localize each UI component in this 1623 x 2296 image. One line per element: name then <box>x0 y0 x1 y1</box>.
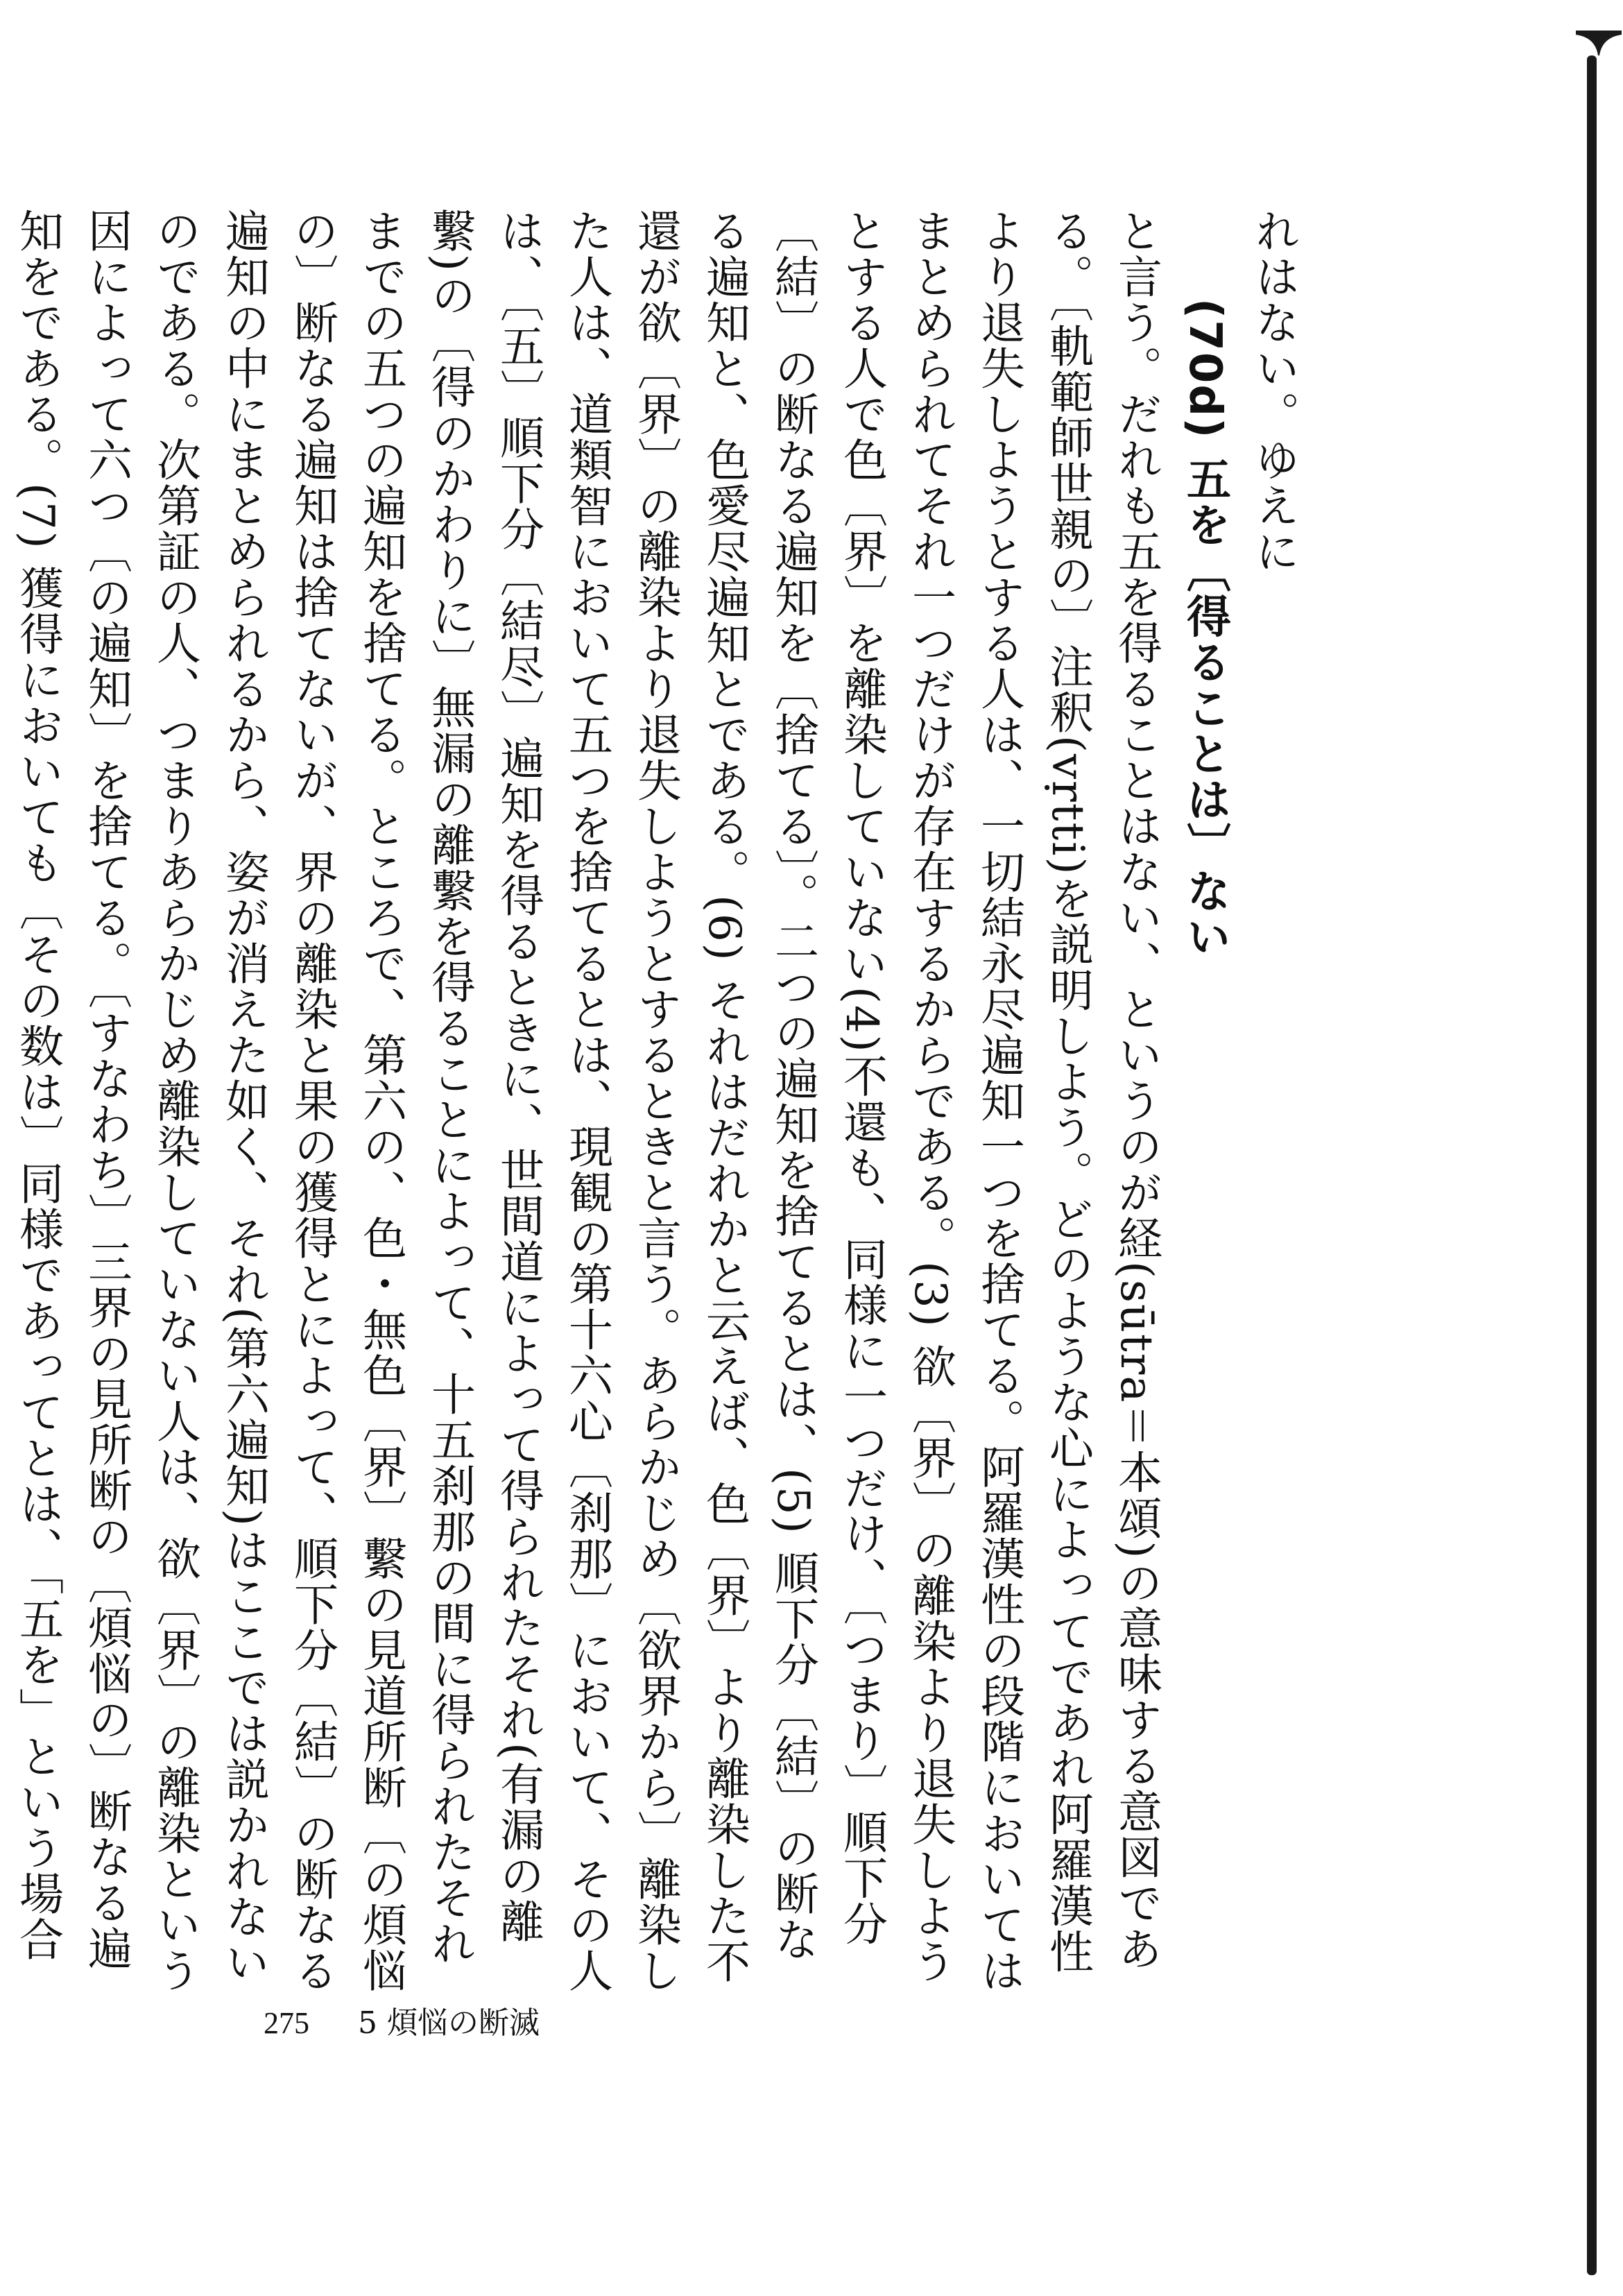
chapter-title: 5 煩悩の断滅 <box>358 2005 540 2041</box>
binding-bar <box>1587 55 1597 2275</box>
paragraph-intro: れはない。ゆえに <box>1248 208 1299 574</box>
verse-70d: (70d) 五を〔得ることは〕ない <box>1179 298 1230 960</box>
binding-cap-icon <box>1574 28 1623 76</box>
page-number: 275 <box>264 2006 309 2040</box>
paragraph-commentary: と言う。だれも五を得ることはない、というのが経(sūtra＝本頌)の意味する意図である。〔軌範師世親の〕注釈(vṛtti)を説明しよう。どのような心によってであれ阿羅漢性より退失しようとする人は、一切結永尽遍知一つを捨てる。阿羅漢性の段階においてはまとめられてそれ一つだけが存在するからである。(3) 欲〔界〕の離染より退失しようとする人で色〔界〕を離染していない(4)不還も、同様に一つだけ、〔つまり〕順下分〔結〕の断なる遍知を〔捨てる〕。二つの遍知を捨てるとは、(5) 順下分〔結〕の断なる遍知と、色愛尽遍知とである。(6) それはだれかと云えば、色〔界〕より離染した不還が欲〔界〕の離染より退失しようとするときと言う。あらかじめ〔欲界から〕離染した人は、道類智において五つを捨てるとは、現観の第十六心〔刹那〕において、その人は、〔五〕順下分〔結尽〕遍知を得るときに、世間道によって得られたそれ(有漏の離繫)の〔得のかわりに〕無漏の離繫を得ることによって、十五刹那の間に得られたそれまでの五つの遍知を捨てる。ところで、第六の、色・無色〔界〕繫の見道所断〔の煩悩の〕断なる遍知は捨てないが、界の離染と果の獲得とによって、順下分〔結〕の断なる遍知の中にまとめられるから、姿が消えた如く、それ(第六遍知)はここでは説かれないのである。次第証の人、つまりあらかじめ離染していない人は、欲〔界〕の離染という因によって六つ〔の遍知〕を捨てる。〔すなわち〕三界の見所断の〔煩悩の〕断なる遍知をである。(7) 獲得においても〔その数は〕同様であってとは、「五を」という場合 <box>12 208 1162 1994</box>
page-footer <box>264 1998 540 2042</box>
binding-edge-mark <box>1574 28 1623 2296</box>
vertical-text-body <box>0 208 1307 2001</box>
